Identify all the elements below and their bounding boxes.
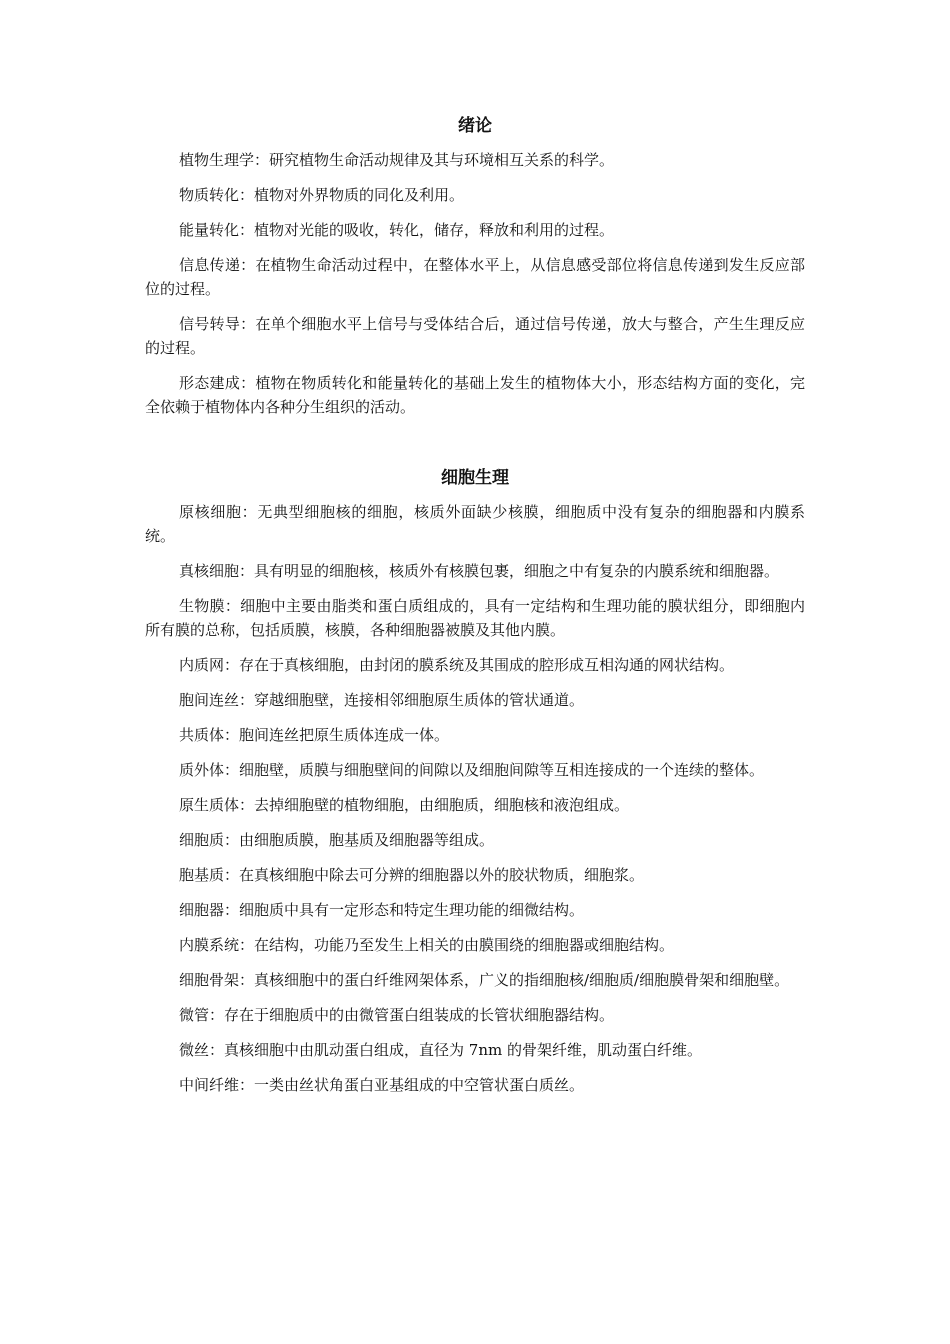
paragraph: 植物生理学：研究植物生命活动规律及其与环境相互关系的科学。 [179,151,615,169]
paragraph: 内质网：存在于真核细胞，由封闭的膜系统及其围成的腔形成互相沟通的网状结构。 [179,656,735,674]
section-title: 绪论 [458,116,492,136]
section-title: 细胞生理 [441,468,509,488]
paragraph: 原生质体：去掉细胞壁的植物细胞，由细胞质，细胞核和液泡组成。 [179,796,630,814]
paragraph: 细胞质：由细胞质膜，胞基质及细胞器等组成。 [179,831,495,849]
paragraph: 生物膜：细胞中主要由脂类和蛋白质组成的，具有一定结构和生理功能的膜状组分，即细胞内所有膜的总称，包括质膜，核膜，各种细胞器被膜及其他内膜。 [145,597,805,639]
paragraph: 微丝：真核细胞中由肌动蛋白组成，直径为 7nm 的骨架纤维，肌动蛋白纤维。 [179,1041,702,1059]
paragraph: 信号转导：在单个细胞水平上信号与受体结合后，通过信号传递，放大与整合，产生生理反应的过程。 [145,315,805,357]
paragraph: 中间纤维：一类由丝状角蛋白亚基组成的中空管状蛋白质丝。 [179,1076,585,1094]
section-cell-physiology [145,464,805,1097]
paragraph: 共质体：胞间连丝把原生质体连成一体。 [179,726,450,744]
paragraph: 原核细胞：无典型细胞核的细胞，核质外面缺少核膜，细胞质中没有复杂的细胞器和内膜系统。 [145,503,805,545]
paragraph: 形态建成：植物在物质转化和能量转化的基础上发生的植物体大小，形态结构方面的变化，完全依赖于植物体内各种分生组织的活动。 [145,374,805,416]
paragraph: 真核细胞：具有明显的细胞核，核质外有核膜包裹，细胞之中有复杂的内膜系统和细胞器。 [179,562,780,580]
paragraph: 信息传递：在植物生命活动过程中，在整体水平上，从信息感受部位将信息传递到发生反应部位的过程。 [145,256,805,298]
paragraph: 胞基质：在真核细胞中除去可分辨的细胞器以外的胶状物质，细胞浆。 [179,866,645,884]
paragraph: 胞间连丝：穿越细胞壁，连接相邻细胞原生质体的管状通道。 [179,691,585,709]
paragraph: 微管：存在于细胞质中的由微管蛋白组装成的长管状细胞器结构。 [179,1006,615,1024]
paragraph: 细胞骨架：真核细胞中的蛋白纤维网架体系，广义的指细胞核/细胞质/细胞膜骨架和细胞壁。 [179,971,790,989]
paragraph: 细胞器：细胞质中具有一定形态和特定生理功能的细微结构。 [179,901,585,919]
document-body [145,112,805,1108]
paragraph: 质外体：细胞壁，质膜与细胞壁间的间隙以及细胞间隙等互相连接成的一个连续的整体。 [179,761,765,779]
paragraph: 物质转化：植物对外界物质的同化及利用。 [179,186,465,204]
section-spacer [145,430,805,464]
paragraph: 内膜系统：在结构，功能乃至发生上相关的由膜围绕的细胞器或细胞结构。 [179,936,675,954]
section-introduction [145,112,805,419]
paragraph: 能量转化：植物对光能的吸收，转化，储存，释放和利用的过程。 [179,221,615,239]
